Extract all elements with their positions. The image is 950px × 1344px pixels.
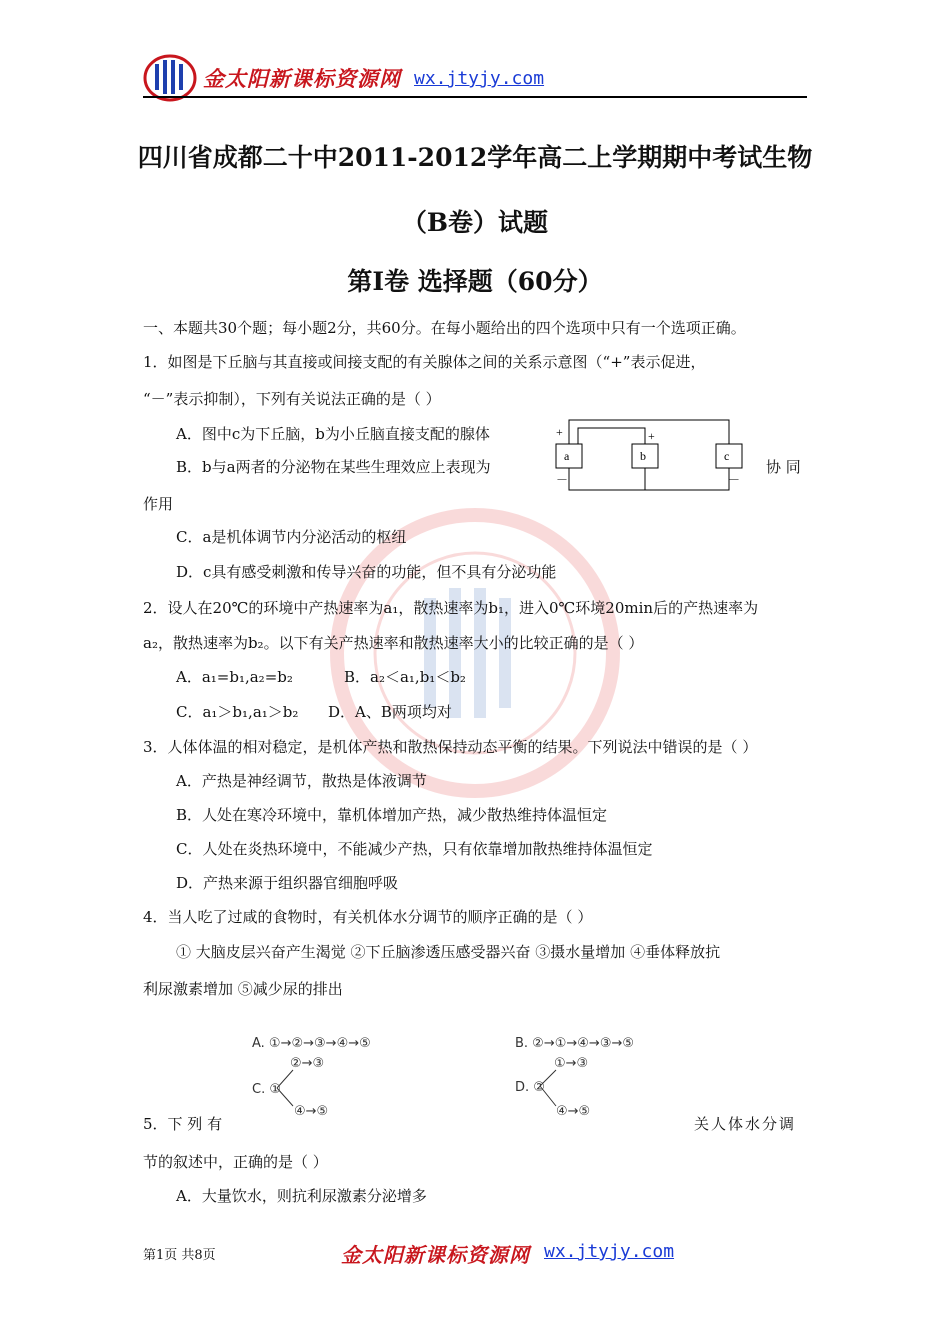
q2-stem-line2: a₂，散热速率为b₂。以下有关产热速率和散热速率大小的比较正确的是（ ） — [143, 634, 644, 652]
q2-option-d: D．A、B两项均对 — [328, 703, 452, 721]
q1-option-c: C．a是机体调节内分泌活动的枢纽 — [176, 528, 407, 546]
footer-page-number: 第1页 共8页 — [143, 1248, 216, 1263]
q3-stem: 3．人体体温的相对稳定，是机体产热和散热保持动态平衡的结果。下列说法中错误的是（ ） — [143, 738, 758, 756]
doc-title-line2: （B卷）试题 — [401, 208, 549, 237]
diagram-plus-1: + — [556, 425, 563, 439]
q5-stem-line2: 节的叙述中，正确的是（ ） — [143, 1153, 328, 1171]
diagram-box-a: a — [564, 449, 570, 463]
footer-brand: 金太阳新课标资源网 — [341, 1243, 530, 1267]
q4-option-d-label: D. ② — [515, 1080, 545, 1095]
q4-option-d-up: ①→③ — [554, 1056, 589, 1071]
q5-stem-left: 5．下 列 有 — [143, 1115, 223, 1133]
q1-gland-diagram — [550, 414, 810, 496]
q2-option-b: B．a₂＜a₁,b₁＜b₂ — [344, 668, 466, 686]
q1-stem-line1: 1．如图是下丘脑与其直接或间接支配的有关腺体之间的关系示意图（“+”表示促进， — [143, 353, 706, 371]
q4-option-c-up: ②→③ — [290, 1056, 325, 1071]
q4-d-branch-arrows-icon — [538, 1064, 568, 1110]
q4-option-c-label: C. ① — [252, 1082, 281, 1097]
q1-stem-line2: “－”表示抑制），下列有关说法正确的是（ ） — [143, 390, 441, 408]
instructions: 一、本题共30个题；每小题2分，共60分。在每小题给出的四个选项中只有一个选项正确。 — [143, 319, 746, 337]
q5-option-a: A．大量饮水，则抗利尿激素分泌增多 — [176, 1187, 427, 1205]
section-title: 第Ⅰ卷 选择题（60分） — [347, 267, 603, 296]
q4-option-c-down: ④→⑤ — [294, 1104, 329, 1119]
q1-option-a: A．图中c为下丘脑，b为小丘脑直接支配的腺体 — [176, 425, 490, 443]
q5-stem-right: 关人体水分调 — [694, 1115, 797, 1133]
header-brand: 金太阳新课标资源网 — [203, 67, 401, 91]
q1-option-b: B．b与a两者的分泌物在某些生理效应上表现为 — [176, 458, 491, 476]
q3-option-a: A．产热是神经调节，散热是体液调节 — [176, 772, 427, 790]
q1-option-b-tail: 协 同 — [766, 458, 801, 476]
diagram-minus-2: － — [728, 473, 741, 487]
q3-option-b: B．人处在寒冷环境中，靠机体增加产热，减少散热维持体温恒定 — [176, 806, 608, 824]
q4-c-branch-arrows-icon — [275, 1064, 305, 1110]
diagram-minus-1: － — [556, 473, 569, 487]
doc-title-line1: 四川省成都二十中2011-2012学年高二上学期期中考试生物 — [137, 143, 813, 172]
q4-items-line1: ① 大脑皮层兴奋产生渴觉 ②下丘脑渗透压感受器兴奋 ③摄水量增加 ④垂体释放抗 — [176, 943, 721, 961]
q4-option-d-down: ④→⑤ — [556, 1104, 591, 1119]
brand-logo-icon — [143, 52, 197, 102]
diagram-box-c: c — [724, 449, 730, 463]
q4-option-b: B. ②→①→④→③→⑤ — [515, 1036, 635, 1051]
footer-url-link[interactable]: wx.jtyjy.com — [544, 1241, 675, 1262]
q4-stem: 4．当人吃了过咸的食物时，有关机体水分调节的顺序正确的是（ ） — [143, 908, 593, 926]
header-divider — [143, 96, 807, 98]
q3-option-c: C．人处在炎热环境中，不能减少产热，只有依靠增加散热维持体温恒定 — [176, 840, 653, 858]
diagram-plus-2: + — [648, 429, 655, 443]
header-url-link[interactable]: wx.jtyjy.com — [414, 68, 545, 89]
q2-stem-line1: 2．设人在20℃的环境中产热速率为a₁，散热速率为b₁，进入0℃环境20min后的产热速率为 — [143, 599, 759, 617]
q1-option-b-cont: 作用 — [143, 495, 174, 513]
q2-option-c: C．a₁＞b₁,a₁＞b₂ — [176, 703, 299, 721]
q4-option-a: A. ①→②→③→④→⑤ — [252, 1036, 371, 1051]
q3-option-d: D．产热来源于组织器官细胞呼吸 — [176, 874, 399, 892]
q1-option-d: D．c具有感受刺激和传导兴奋的功能，但不具有分泌功能 — [176, 563, 557, 581]
q4-items-line2: 利尿激素增加 ⑤减少尿的排出 — [143, 980, 343, 998]
diagram-box-b: b — [640, 449, 646, 463]
q2-option-a: A．a₁=b₁,a₂=b₂ — [176, 668, 293, 686]
